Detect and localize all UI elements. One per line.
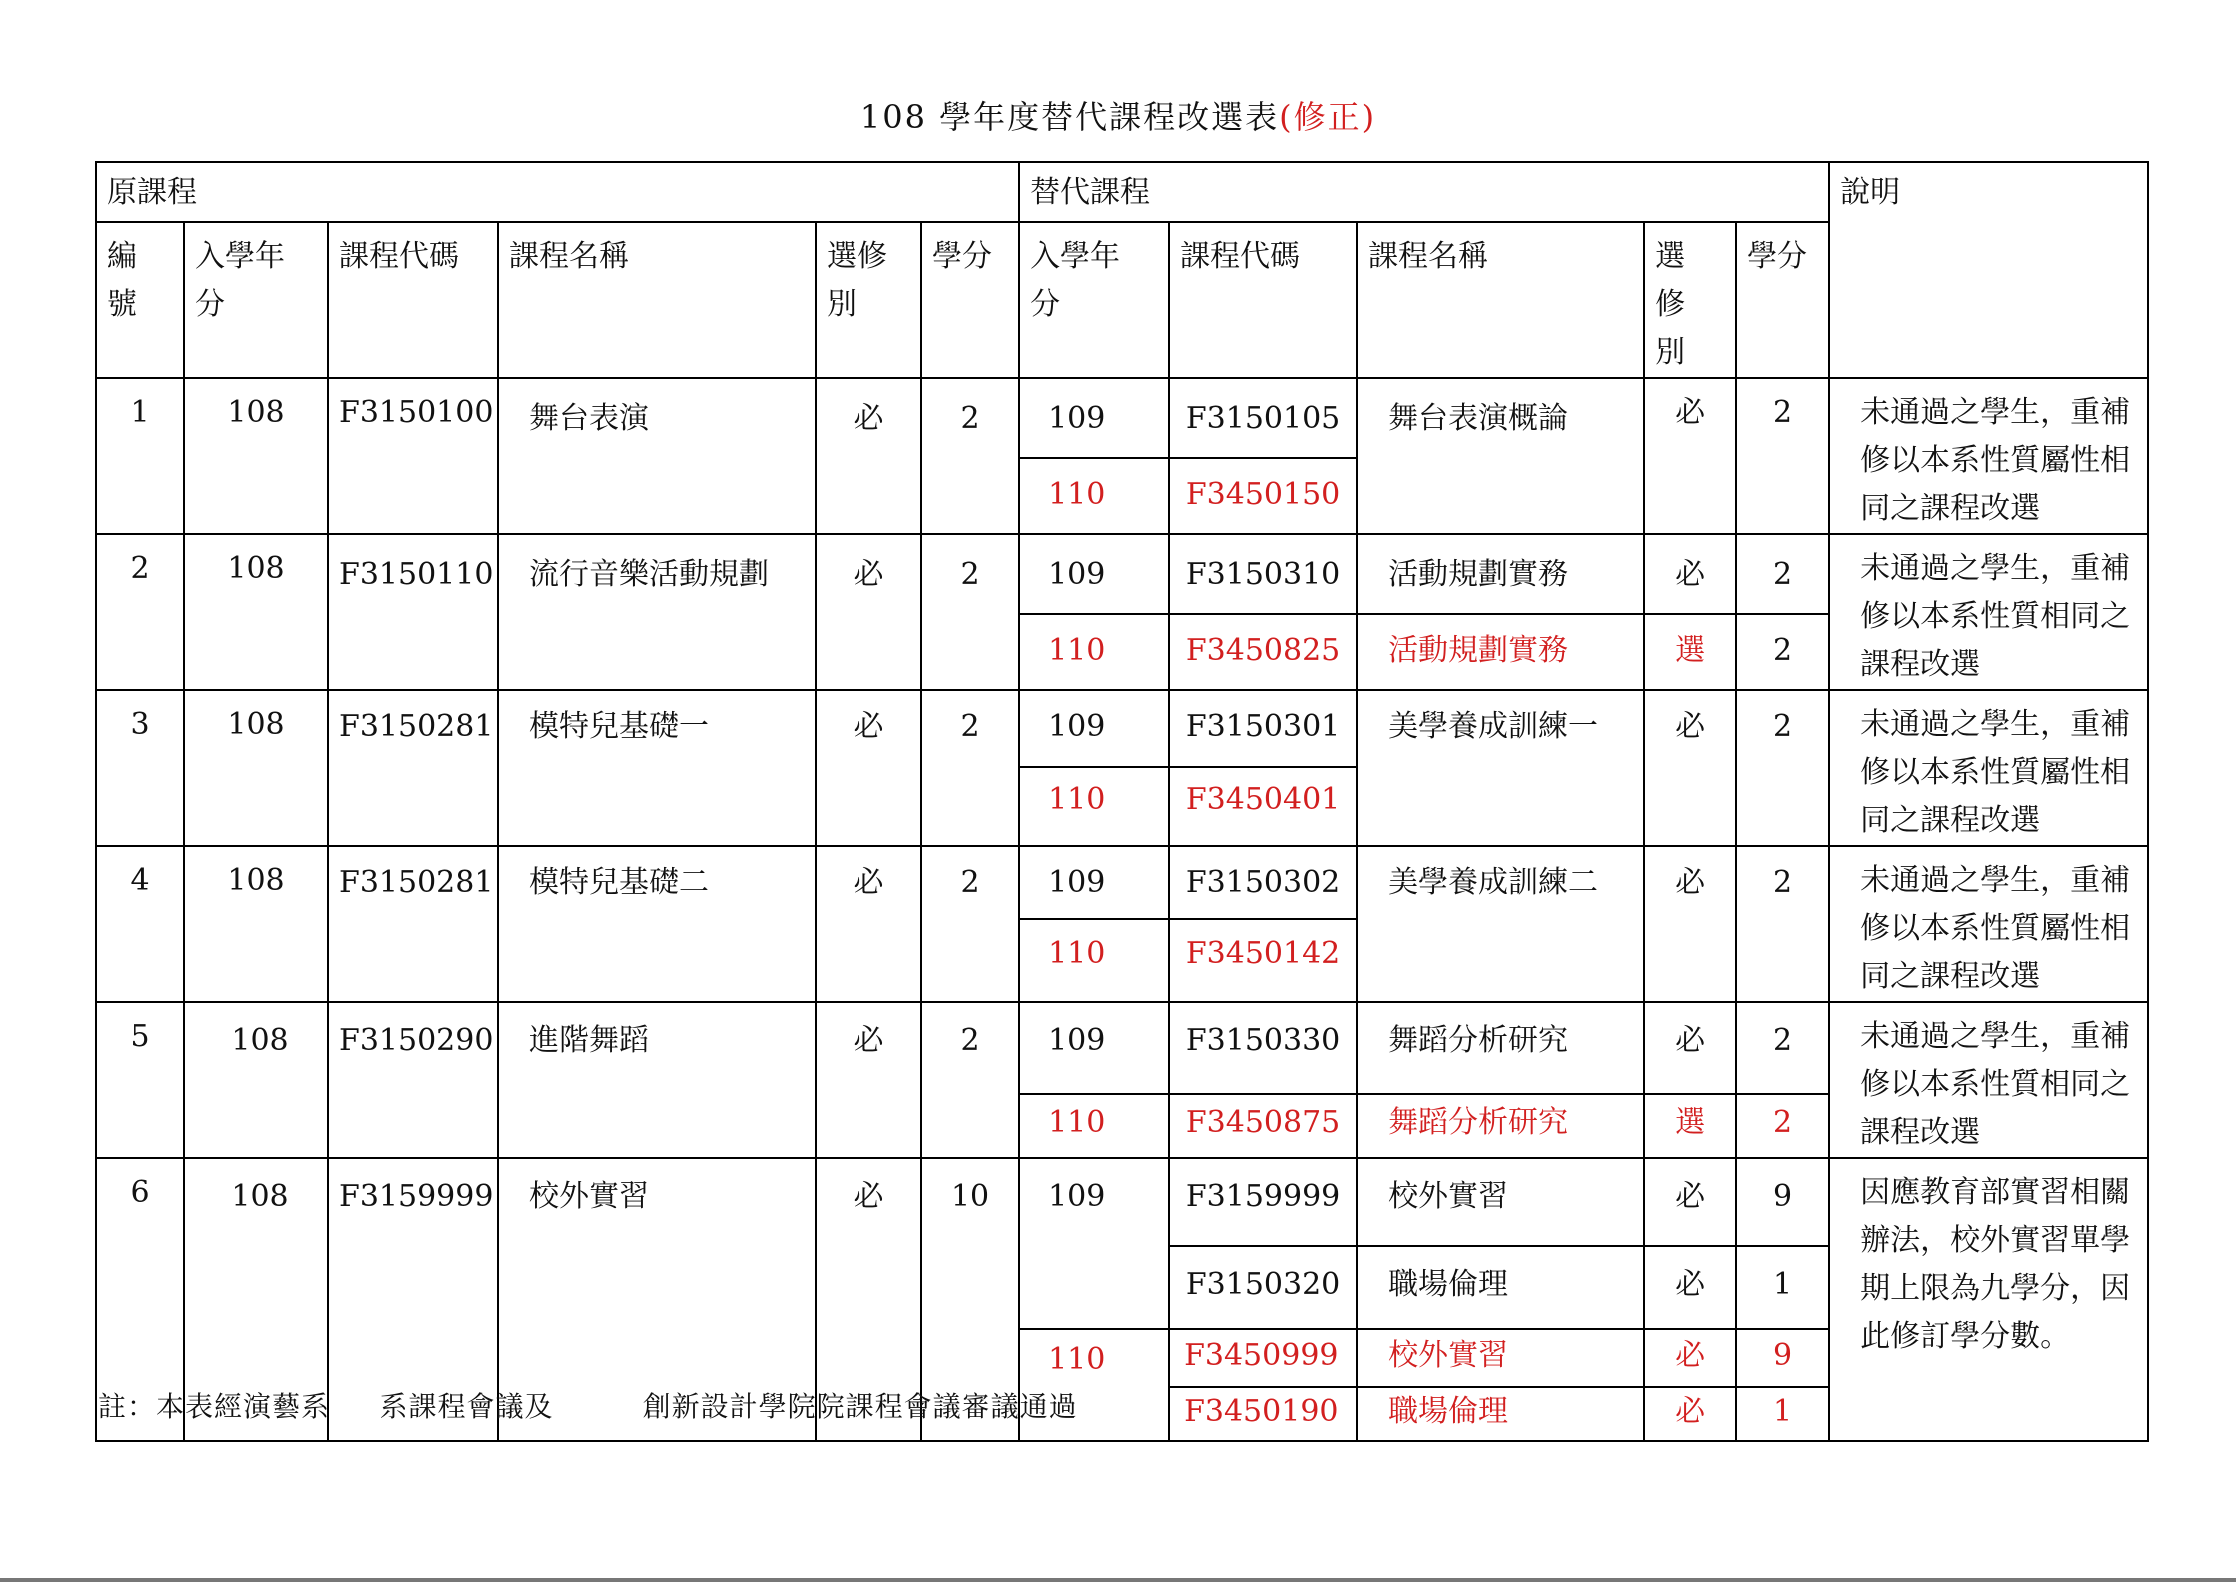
r2-year: 110 xyxy=(1019,1094,1169,1158)
col-entry-year: 入學年 分 xyxy=(184,222,328,378)
r2-code: F3450401 xyxy=(1169,767,1357,846)
row-code: F3150110 xyxy=(328,534,498,690)
r1-type: 必 xyxy=(1644,846,1736,1002)
r1b-type: 必 xyxy=(1644,1246,1736,1329)
r2b-name: 職場倫理 xyxy=(1357,1387,1644,1441)
row-year: 108 xyxy=(184,534,328,690)
r1-code: F3150105 xyxy=(1169,378,1357,458)
col-course-code: 課程代碼 xyxy=(328,222,498,378)
row-name: 模特兒基礎一 xyxy=(498,690,816,846)
row-code: F3159999 xyxy=(328,1158,498,1441)
description-header: 說明 xyxy=(1829,162,2148,378)
table-row xyxy=(96,1002,2148,1094)
course-substitution-table xyxy=(95,161,2149,1442)
col-r-course-name: 課程名稱 xyxy=(1357,222,1644,378)
page-title xyxy=(0,92,2236,138)
row-note: 未通過之學生，重補修以本系性質屬性相同之課程改選 xyxy=(1829,690,2148,846)
r1-credits: 2 xyxy=(1736,1002,1829,1094)
col-number: 編 號 xyxy=(96,222,184,378)
r1-type: 必 xyxy=(1644,534,1736,614)
r2-year: 110 xyxy=(1019,767,1169,846)
r2b-code: F3450190 xyxy=(1169,1387,1357,1441)
row-number: 1 xyxy=(96,378,184,534)
r1-code: F3150302 xyxy=(1169,846,1357,919)
r1-credits: 9 xyxy=(1736,1158,1829,1246)
col-r-course-code: 課程代碼 xyxy=(1169,222,1357,378)
row-type: 必 xyxy=(816,1158,921,1441)
r2-year: 110 xyxy=(1019,1329,1169,1441)
replacement-course-header: 替代課程 xyxy=(1019,162,1829,222)
r1-name: 校外實習 xyxy=(1357,1158,1644,1246)
r1-credits: 2 xyxy=(1736,534,1829,614)
r2-year: 110 xyxy=(1019,614,1169,690)
row-number: 5 xyxy=(96,1002,184,1158)
row-type: 必 xyxy=(816,846,921,1002)
r2-code: F3450875 xyxy=(1169,1094,1357,1158)
r1-year: 109 xyxy=(1019,1158,1169,1329)
r1b-name: 職場倫理 xyxy=(1357,1246,1644,1329)
row-year: 108 xyxy=(184,1158,328,1441)
title-revision: (修正) xyxy=(1279,98,1377,136)
r1-name: 活動規劃實務 xyxy=(1357,534,1644,614)
row-note: 未通過之學生，重補修以本系性質相同之課程改選 xyxy=(1829,534,2148,690)
r2-credits: 9 xyxy=(1736,1329,1829,1387)
title-main: 108 學年度替代課程改選表 xyxy=(859,98,1280,136)
table-row xyxy=(96,1158,2148,1246)
r2-code: F3450825 xyxy=(1169,614,1357,690)
r1-year: 109 xyxy=(1019,534,1169,614)
r2-code: F3450999 xyxy=(1169,1329,1357,1387)
r1-type: 必 xyxy=(1644,1158,1736,1246)
row-year: 108 xyxy=(184,690,328,846)
r2b-credits: 1 xyxy=(1736,1387,1829,1441)
r2-type: 選 xyxy=(1644,614,1736,690)
r1-type: 必 xyxy=(1644,690,1736,846)
r1-name: 美學養成訓練一 xyxy=(1357,690,1644,846)
table-row xyxy=(96,378,2148,458)
r1-year: 109 xyxy=(1019,846,1169,919)
row-name: 進階舞蹈 xyxy=(498,1002,816,1158)
row-type: 必 xyxy=(816,1002,921,1158)
row-note: 未通過之學生，重補修以本系性質屬性相同之課程改選 xyxy=(1829,378,2148,534)
r1-code: F3159999 xyxy=(1169,1158,1357,1246)
row-name: 校外實習 xyxy=(498,1158,816,1441)
r1-code: F3150301 xyxy=(1169,690,1357,767)
footer-note: 註：本表經演藝系 系課程會議及 創新設計學院院課程會議審議通過 xyxy=(98,1390,1078,1423)
table-row xyxy=(96,534,2148,614)
row-type: 必 xyxy=(816,378,921,534)
r1-credits: 2 xyxy=(1736,846,1829,1002)
r1b-code: F3150320 xyxy=(1169,1246,1357,1329)
row-name: 模特兒基礎二 xyxy=(498,846,816,1002)
r1-name: 美學養成訓練二 xyxy=(1357,846,1644,1002)
r2-year: 110 xyxy=(1019,919,1169,1002)
row-number: 6 xyxy=(96,1158,184,1441)
r1-type: 必 xyxy=(1644,378,1736,534)
r2-type: 選 xyxy=(1644,1094,1736,1158)
row-note: 未通過之學生，重補修以本系性質屬性相同之課程改選 xyxy=(1829,846,2148,1002)
row-note: 未通過之學生，重補修以本系性質相同之課程改選 xyxy=(1829,1002,2148,1158)
col-course-name: 課程名稱 xyxy=(498,222,816,378)
r2-credits: 2 xyxy=(1736,614,1829,690)
r1-credits: 2 xyxy=(1736,690,1829,846)
row-year: 108 xyxy=(184,378,328,534)
row-number: 3 xyxy=(96,690,184,846)
row-credits: 10 xyxy=(921,1158,1019,1441)
r2-year: 110 xyxy=(1019,458,1169,534)
col-r-credits: 學分 xyxy=(1736,222,1829,378)
row-code: F3150100 xyxy=(328,378,498,534)
r1-code: F3150330 xyxy=(1169,1002,1357,1094)
row-credits: 2 xyxy=(921,690,1019,846)
r1b-credits: 1 xyxy=(1736,1246,1829,1329)
row-year: 108 xyxy=(184,846,328,1002)
r2-name: 校外實習 xyxy=(1357,1329,1644,1387)
r2-credits: 2 xyxy=(1736,1094,1829,1158)
col-credits: 學分 xyxy=(921,222,1019,378)
r2-type: 必 xyxy=(1644,1329,1736,1387)
r1-code: F3150310 xyxy=(1169,534,1357,614)
r1-year: 109 xyxy=(1019,690,1169,767)
row-type: 必 xyxy=(816,534,921,690)
row-note: 因應教育部實習相關辦法，校外實習單學期上限為九學分，因此修訂學分數。 xyxy=(1829,1158,2148,1441)
row-credits: 2 xyxy=(921,1002,1019,1158)
table-row xyxy=(96,690,2148,767)
row-name: 流行音樂活動規劃 xyxy=(498,534,816,690)
group-header-row xyxy=(96,162,2148,222)
r1-year: 109 xyxy=(1019,1002,1169,1094)
row-credits: 2 xyxy=(921,846,1019,1002)
page-bottom-divider xyxy=(0,1578,2236,1582)
r2-name: 活動規劃實務 xyxy=(1357,614,1644,690)
row-code: F3150281 xyxy=(328,846,498,1002)
r1-credits: 2 xyxy=(1736,378,1829,534)
row-credits: 2 xyxy=(921,534,1019,690)
r2-name: 舞蹈分析研究 xyxy=(1357,1094,1644,1158)
row-name: 舞台表演 xyxy=(498,378,816,534)
row-number: 4 xyxy=(96,846,184,1002)
row-credits: 2 xyxy=(921,378,1019,534)
col-r-entry-year: 入學年 分 xyxy=(1019,222,1169,378)
row-code: F3150281 xyxy=(328,690,498,846)
r1-type: 必 xyxy=(1644,1002,1736,1094)
row-type: 必 xyxy=(816,690,921,846)
r1-name: 舞台表演概論 xyxy=(1357,378,1644,534)
col-r-elective-type: 選 修 別 xyxy=(1644,222,1736,378)
row-number: 2 xyxy=(96,534,184,690)
row-year: 108 xyxy=(184,1002,328,1158)
r1-name: 舞蹈分析研究 xyxy=(1357,1002,1644,1094)
r2b-type: 必 xyxy=(1644,1387,1736,1441)
table-row xyxy=(96,846,2148,919)
r1-year: 109 xyxy=(1019,378,1169,458)
col-elective-type: 選修 別 xyxy=(816,222,921,378)
original-course-header: 原課程 xyxy=(96,162,1019,222)
row-code: F3150290 xyxy=(328,1002,498,1158)
r2-code: F3450142 xyxy=(1169,919,1357,1002)
r2-code: F3450150 xyxy=(1169,458,1357,534)
